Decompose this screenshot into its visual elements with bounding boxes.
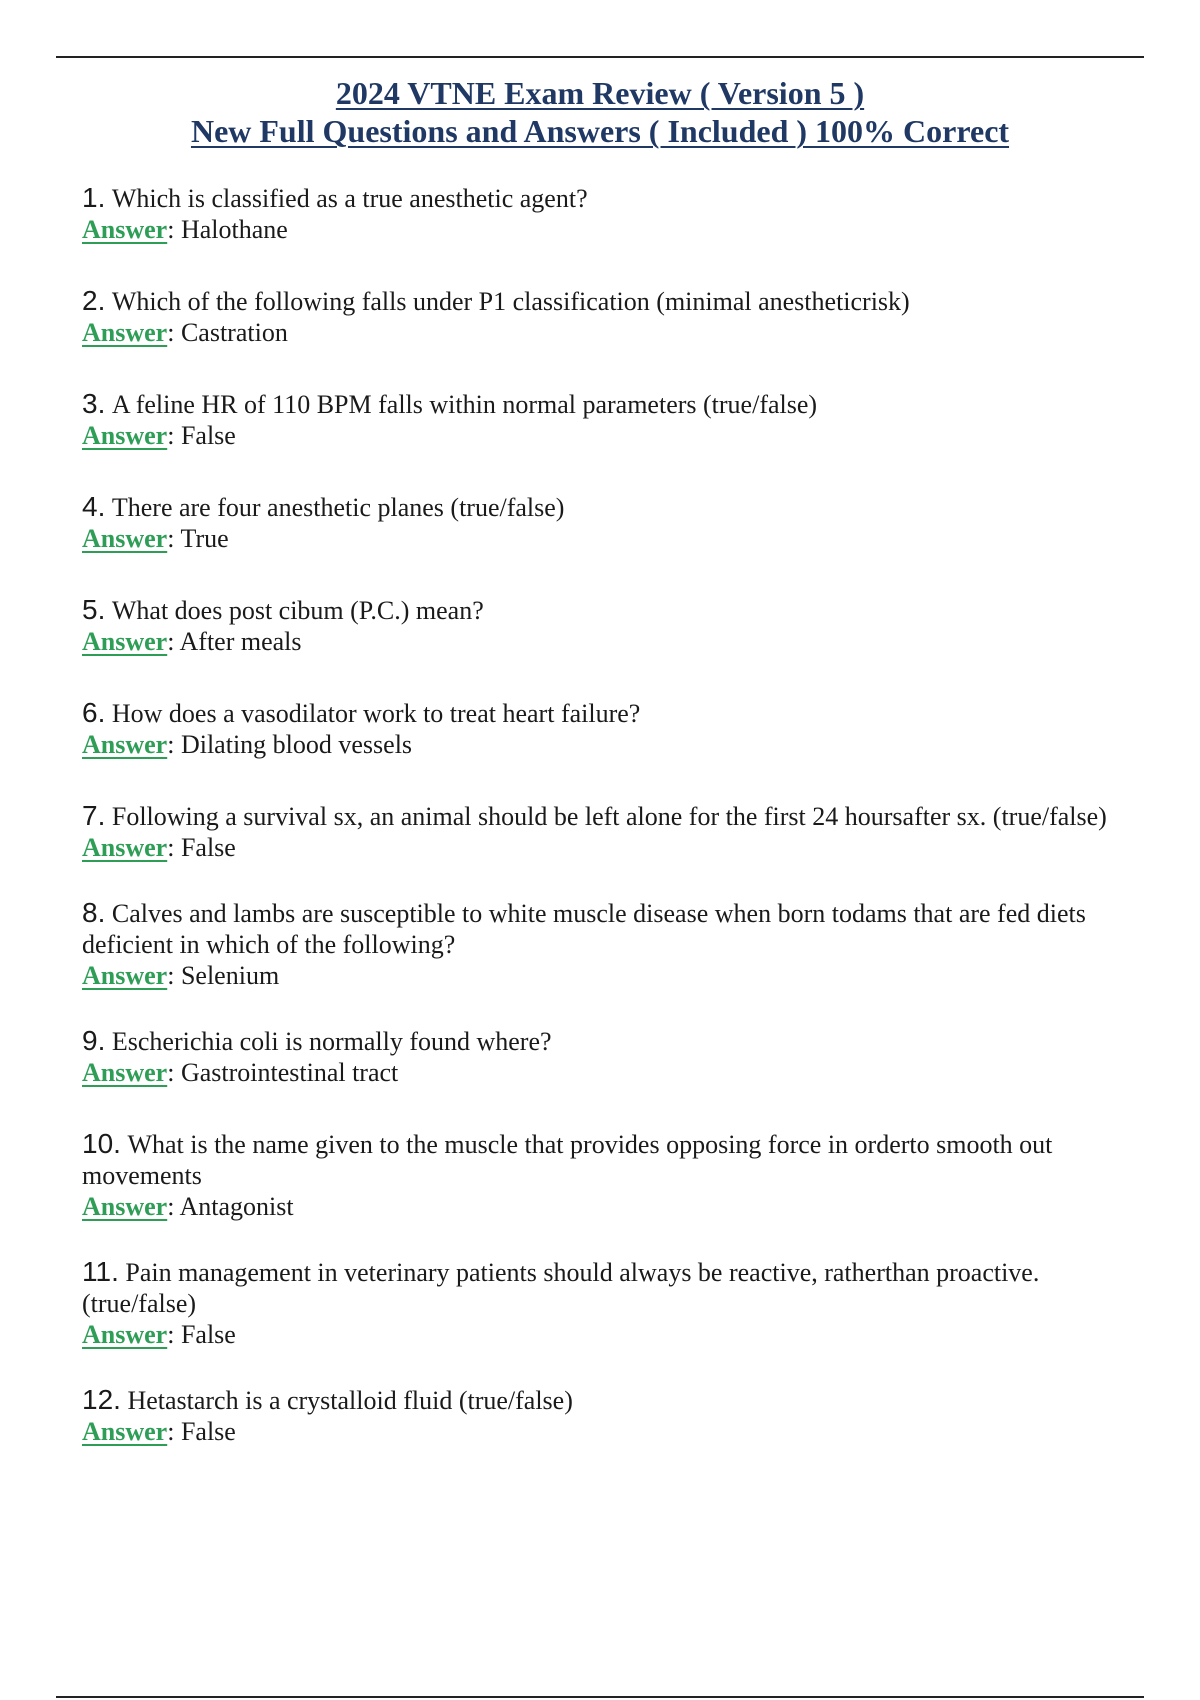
question-number: 8. xyxy=(82,897,106,928)
question-text: Which of the following falls under P1 classification (minimal anestheticrisk) xyxy=(111,287,910,316)
question-list xyxy=(82,182,1132,1447)
qa-item: 4. There are four anesthetic planes (true/false) Answer: True xyxy=(82,491,565,553)
answer-text: False xyxy=(180,1320,236,1349)
question-number: 2. xyxy=(82,285,106,316)
question-text: What is the name given to the muscle that provides opposing force in orderto smooth out movements xyxy=(82,1130,1053,1190)
top-rule xyxy=(56,56,1144,58)
question-text: How does a vasodilator work to treat heart failure? xyxy=(111,699,641,728)
answer-label: Answer xyxy=(82,318,168,347)
qa-item: 3. A feline HR of 110 BPM falls within normal parameters (true/false) Answer: False xyxy=(82,388,818,450)
answer-label: Answer xyxy=(82,1192,168,1221)
question-text: Calves and lambs are susceptible to white muscle disease when born todams that are fed diets deficient in which of the following? xyxy=(82,899,1086,959)
qa-item: 11. Pain management in veterinary patients should always be reactive, ratherthan proactive. (true/false) Answer: False xyxy=(82,1256,1040,1349)
question-number: 3. xyxy=(82,388,106,419)
qa-item: 6. How does a vasodilator work to treat heart failure? Answer: Dilating blood vessels xyxy=(82,697,641,759)
answer-text: Antagonist xyxy=(179,1192,294,1221)
question-number: 1. xyxy=(82,182,106,213)
answer-label: Answer xyxy=(82,524,168,553)
question-text: Following a survival sx, an animal should be left alone for the first 24 hoursafter sx. (true/false) xyxy=(111,802,1107,831)
bottom-rule xyxy=(56,1696,1144,1698)
question-number: 6. xyxy=(82,697,106,728)
qa-item: 9. Escherichia coli is normally found where? Answer: Gastrointestinal tract xyxy=(82,1025,552,1087)
qa-item: 1. Which is classified as a true anesthetic agent? Answer: Halothane xyxy=(82,182,588,244)
question-number: 10. xyxy=(82,1128,121,1159)
answer-text: Gastrointestinal tract xyxy=(180,1058,399,1087)
answer-text: True xyxy=(180,524,229,553)
answer-label: Answer xyxy=(82,730,168,759)
question-text: Pain management in veterinary patients should always be reactive, ratherthan proactive. (true/false) xyxy=(82,1258,1040,1318)
question-text: Which is classified as a true anesthetic agent? xyxy=(111,184,588,213)
qa-item: 5. What does post cibum (P.C.) mean? Answer: After meals xyxy=(82,594,484,656)
answer-text: After meals xyxy=(179,627,302,656)
question-text: A feline HR of 110 BPM falls within normal parameters (true/false) xyxy=(111,390,818,419)
answer-label: Answer xyxy=(82,1417,168,1446)
answer-label: Answer xyxy=(82,421,168,450)
answer-text: Halothane xyxy=(180,215,288,244)
question-text: Hetastarch is a crystalloid fluid (true/false) xyxy=(127,1386,573,1415)
qa-item: 12. Hetastarch is a crystalloid fluid (true/false) Answer: False xyxy=(82,1384,573,1446)
answer-label: Answer xyxy=(82,1320,168,1349)
question-number: 5. xyxy=(82,594,106,625)
document-header xyxy=(0,74,1200,150)
answer-label: Answer xyxy=(82,627,168,656)
answer-text: False xyxy=(180,833,236,862)
question-number: 9. xyxy=(82,1025,106,1056)
answer-label: Answer xyxy=(82,1058,168,1087)
answer-text: Castration xyxy=(180,318,288,347)
answer-label: Answer xyxy=(82,961,168,990)
question-number: 4. xyxy=(82,491,106,522)
question-text: There are four anesthetic planes (true/false) xyxy=(111,493,565,522)
answer-text: False xyxy=(180,1417,236,1446)
answer-text: False xyxy=(180,421,236,450)
qa-item: 8. Calves and lambs are susceptible to white muscle disease when born todams that are fed diets deficient in which of the following? Answer: Selenium xyxy=(82,897,1086,990)
answer-label: Answer xyxy=(82,833,168,862)
question-number: 12. xyxy=(82,1384,121,1415)
answer-label: Answer xyxy=(82,215,168,244)
question-text: Escherichia coli is normally found where? xyxy=(111,1027,552,1056)
title-line-1: 2024 VTNE Exam Review ( Version 5 ) xyxy=(335,75,865,111)
qa-item: 2. Which of the following falls under P1 classification (minimal anestheticrisk) Answer: Castration xyxy=(82,285,910,347)
question-number: 7. xyxy=(82,800,106,831)
qa-item: 7. Following a survival sx, an animal should be left alone for the first 24 hoursafter sx. (true/false) Answer: False xyxy=(82,800,1107,862)
question-text: What does post cibum (P.C.) mean? xyxy=(111,596,484,625)
question-number: 11. xyxy=(82,1256,119,1287)
answer-text: Selenium xyxy=(180,961,280,990)
title-line-2: New Full Questions and Answers ( Included ) 100% Correct xyxy=(190,113,1010,149)
qa-item: 10. What is the name given to the muscle that provides opposing force in orderto smooth out movements Answer: Antagonist xyxy=(82,1128,1053,1221)
answer-text: Dilating blood vessels xyxy=(180,730,413,759)
